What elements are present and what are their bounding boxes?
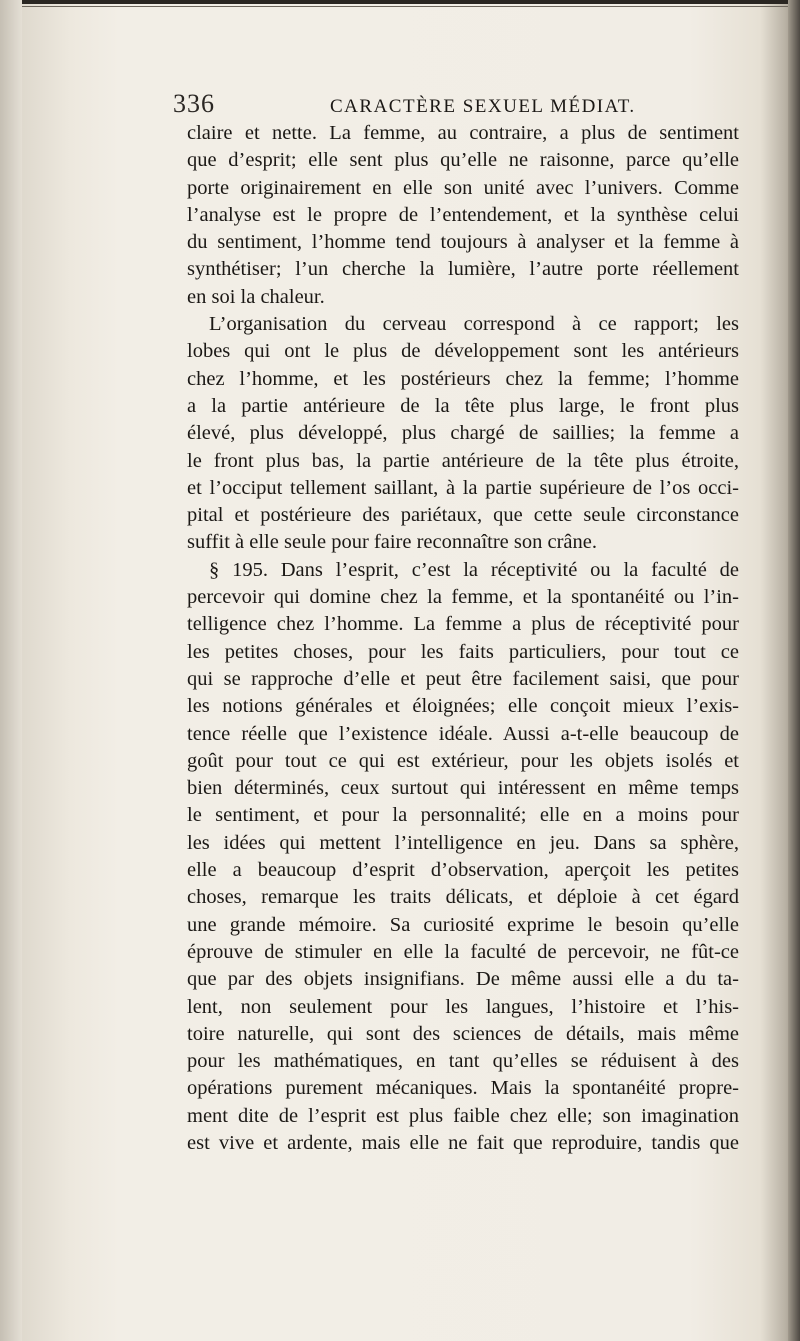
text-line: éprouve de stimuler en elle la faculté de percevoir, ne fût-ce — [187, 940, 739, 963]
text-line: et l’occiput tellement saillant, à la partie supérieure de l’os occi- — [187, 476, 739, 499]
text-line: chez l’homme, et les postérieurs chez la femme; l’homme — [187, 367, 739, 390]
binding-gutter — [0, 0, 22, 1341]
page-number: 336 — [173, 89, 215, 118]
text-line: percevoir qui domine chez la femme, et la spontanéité ou l’in- — [187, 586, 739, 609]
text-line: bien déterminés, ceux surtout qui intéressent en même temps — [187, 777, 739, 800]
top-border — [0, 0, 800, 4]
text-line: que par des objets insignifians. De même aussi elle a du ta- — [187, 968, 739, 991]
text-line: élevé, plus développé, plus chargé de saillies; la femme a — [187, 422, 739, 445]
text-line: du sentiment, l’homme tend toujours à analyser et la femme à — [187, 231, 739, 254]
page-header — [173, 89, 733, 119]
text-line: telligence chez l’homme. La femme a plus de réceptivité pour — [187, 613, 739, 636]
body-text — [187, 120, 739, 1157]
text-line: porte originairement en elle son unité avec l’univers. Comme — [187, 176, 739, 199]
text-line: les notions générales et éloignées; elle conçoit mieux l’exis- — [187, 695, 739, 718]
text-line: les petites choses, pour les faits particuliers, pour tout ce — [187, 640, 739, 663]
top-border-thin — [0, 6, 800, 7]
page-edge — [788, 0, 800, 1341]
text-line: les idées qui mettent l’intelligence en jeu. Dans sa sphère, — [187, 831, 739, 854]
text-line: pour les mathématiques, en tant qu’elles se réduisent à des — [187, 1050, 739, 1073]
text-line: pital et postérieure des pariétaux, que cette seule circonstance — [187, 504, 739, 527]
text-line: toire naturelle, qui sont des sciences de détails, mais même — [187, 1022, 739, 1045]
text-line: qui se rapproche d’elle et peut être facilement saisi, que pour — [187, 667, 739, 690]
text-line: elle a beaucoup d’esprit d’observation, aperçoit les petites — [187, 859, 739, 882]
text-line: claire et nette. La femme, au contraire, a plus de sentiment — [187, 122, 739, 144]
text-line: une grande mémoire. Sa curiosité exprime le besoin qu’elle — [187, 913, 739, 936]
text-line: ment dite de l’esprit est plus faible chez elle; son imagination — [187, 1104, 739, 1127]
text-line: goût pour tout ce qui est extérieur, pour les objets isolés et — [187, 749, 739, 772]
text-line: lobes qui ont le plus de développement sont les antérieurs — [187, 340, 739, 363]
text-line: en soi la chaleur. — [187, 285, 325, 308]
text-line: opérations purement mécaniques. Mais la spontanéité propre- — [187, 1077, 739, 1100]
text-line: a la partie antérieure de la tête plus large, le front plus — [187, 394, 739, 417]
text-line: le front plus bas, la partie antérieure de la tête plus étroite, — [187, 449, 739, 472]
text-line: tence réelle que l’existence idéale. Aussi a-t-elle beaucoup de — [187, 722, 739, 745]
text-line: est vive et ardente, mais elle ne fait que reproduire, tandis que — [187, 1131, 739, 1154]
running-head: CARACTÈRE SEXUEL MÉDIAT. — [330, 96, 636, 117]
text-line: le sentiment, et pour la personnalité; elle en a moins pour — [187, 804, 739, 827]
text-line: § 195. Dans l’esprit, c’est la réceptivité ou la faculté de — [209, 558, 739, 581]
text-line: l’analyse est le propre de l’entendement, et la synthèse celui — [187, 203, 739, 226]
text-line: synthétiser; l’un cherche la lumière, l’autre porte réellement — [187, 258, 739, 281]
text-line: suffit à elle seule pour faire reconnaître son crâne. — [187, 531, 597, 554]
text-line: que d’esprit; elle sent plus qu’elle ne raisonne, parce qu’elle — [187, 149, 739, 172]
text-line: choses, remarque les traits délicats, et déploie à cet égard — [187, 886, 739, 909]
text-line: lent, non seulement pour les langues, l’histoire et l’his- — [187, 995, 739, 1018]
text-line: L’organisation du cerveau correspond à ce rapport; les — [209, 313, 739, 336]
